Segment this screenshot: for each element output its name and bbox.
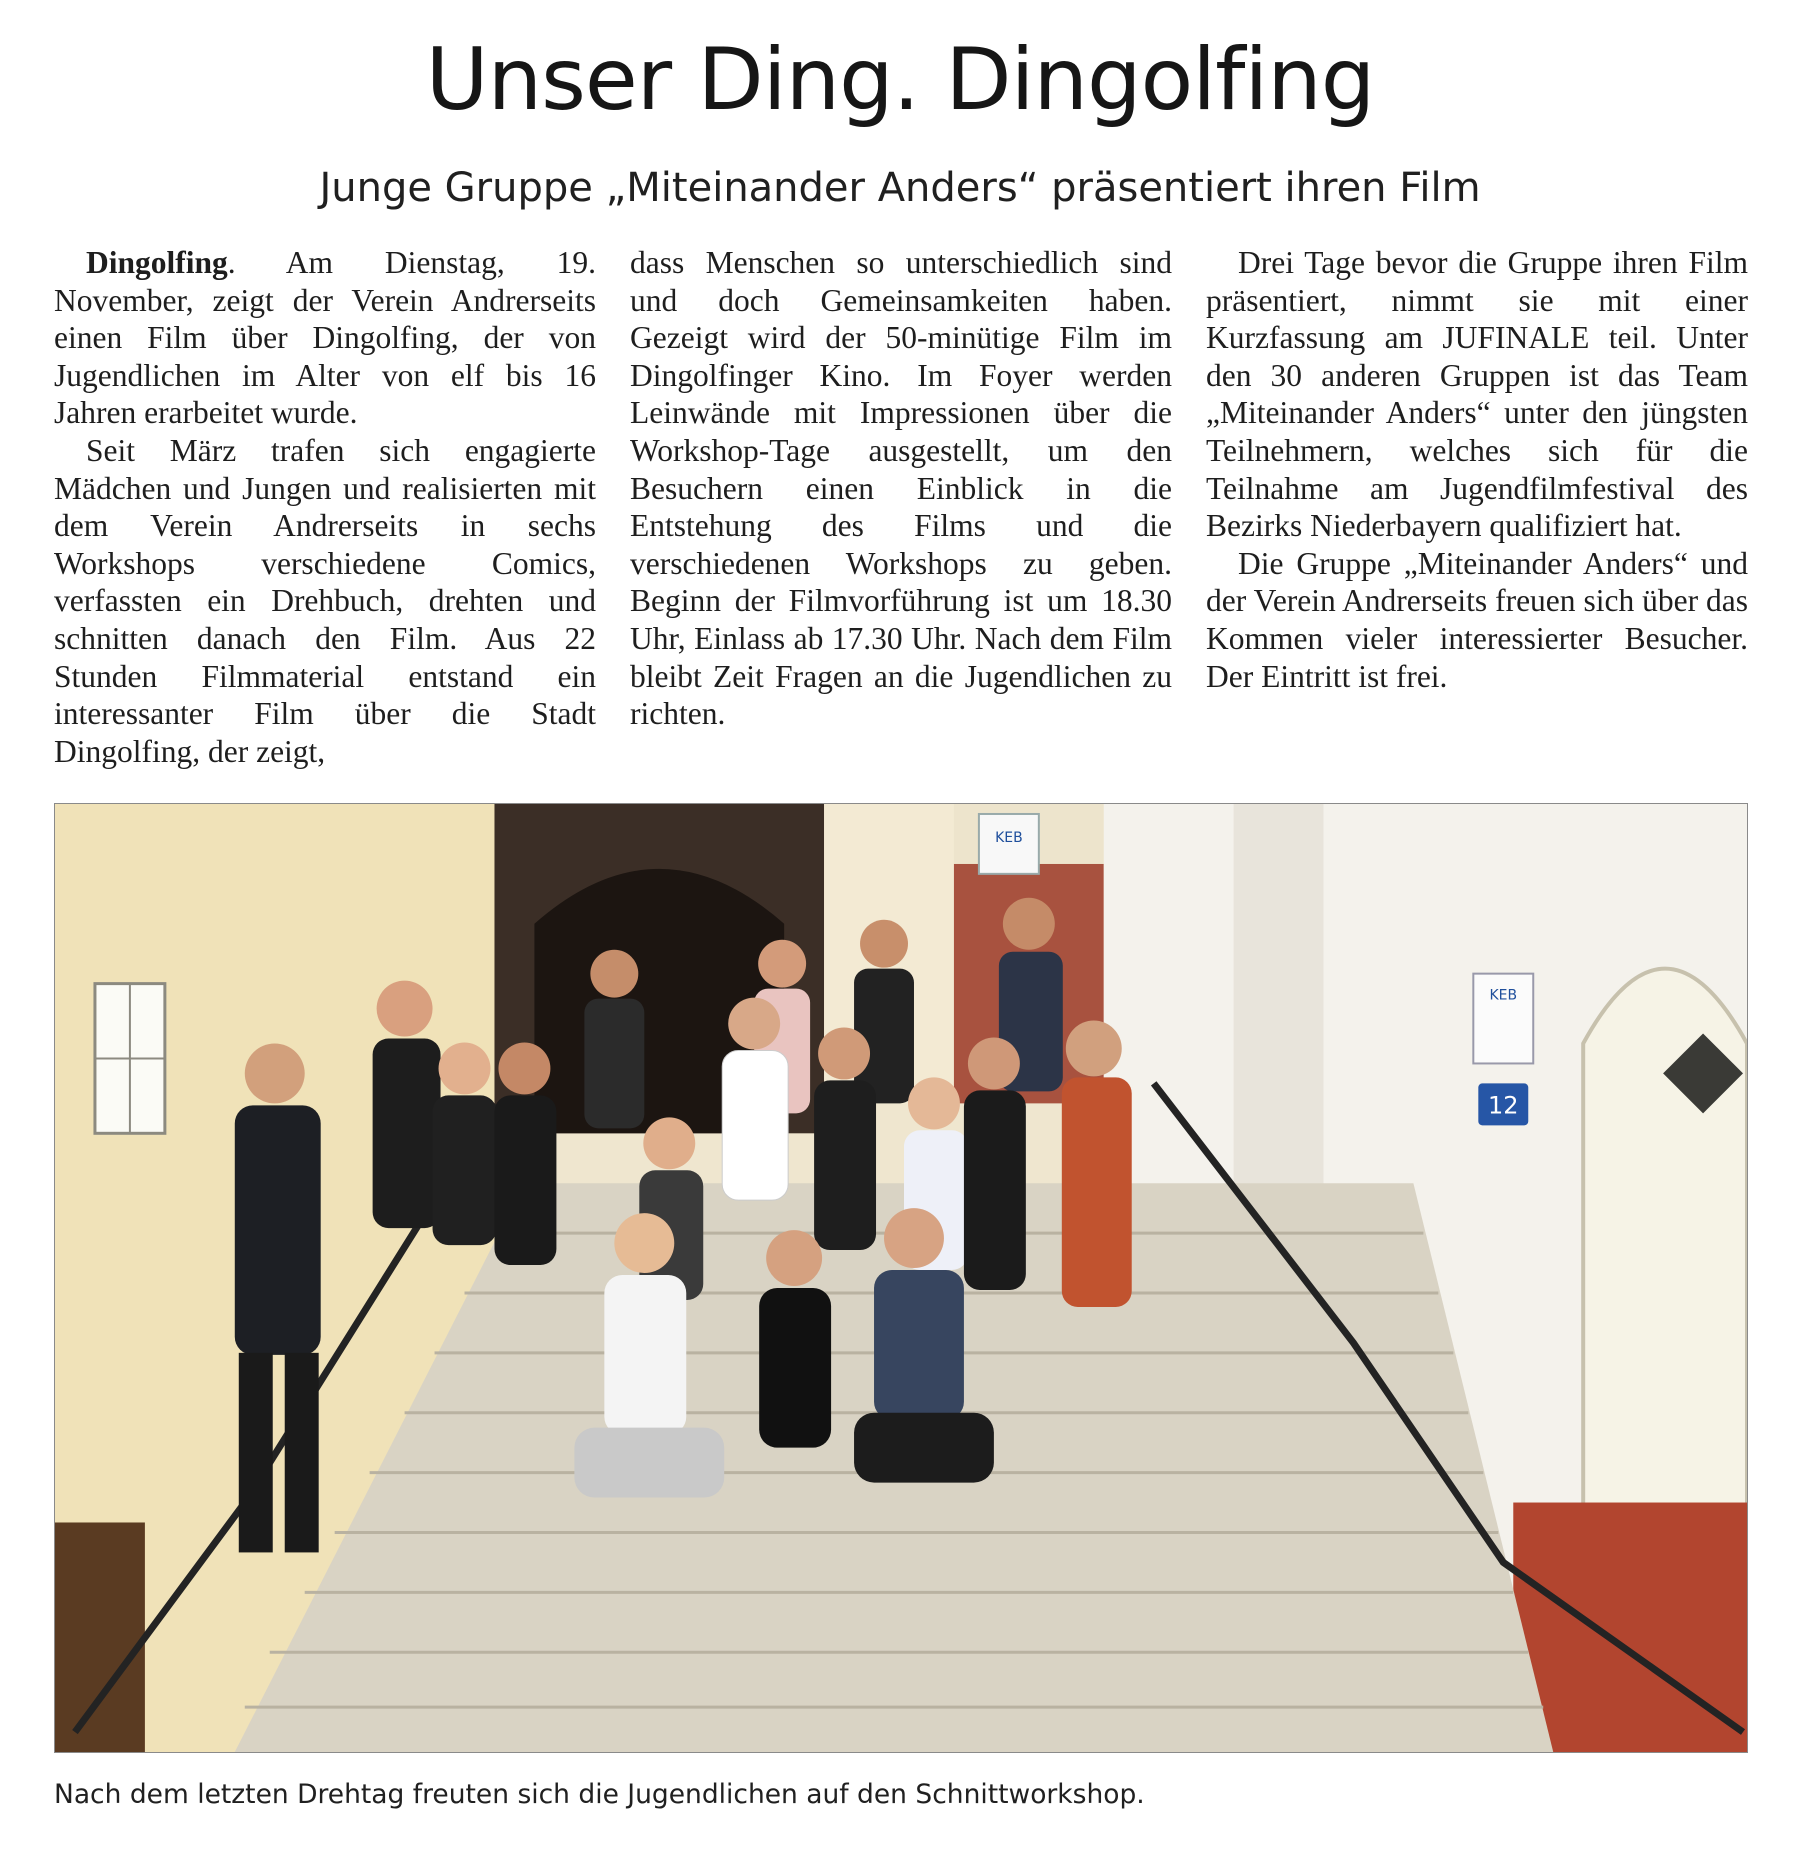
house-number: 12 [1488,1091,1519,1120]
column-3 [1206,244,1748,764]
paragraph-1 [54,244,596,432]
headline: Unser Ding. Dingolfing [425,30,1375,130]
column-2 [630,244,1172,764]
left-door [55,1522,145,1752]
paragraph-1-text: . Am Dienstag, 19. November, zeigt der Verein Andrerseits einen Film über Dingolfing, der von Jugendlichen im Alter von elf bis 16 Jahren erarbeitet wurde. [54,245,596,431]
paragraph-3: dass Menschen so unterschiedlich sind und doch Gemeinsamkeiten haben. Gezeigt wird der 50-minütige Film im Dingolfinger Kino. Im Foyer werden Leinwände mit Impressionen über die Workshop-Tage ausgestellt, um den Besuchern einen Einblick in die Entstehung des Films und die verschiedenen Workshops zu geben. Beginn der Filmvorführung ist um 18.30 Uhr, Einlass ab 17.30 Uhr. Nach dem Film bleibt Zeit Fragen an die Jugendlichen zu richten. [630,245,1172,732]
group-photo [54,803,1748,1753]
sign-right-text: KEB [1489,987,1518,1004]
paragraph-4: Drei Tage bevor die Gruppe ihren Film präsentiert, nimmt sie mit einer Kurzfassung am JUFINALE teil. Unter den 30 anderen Gruppen ist das Team „Miteinander Anders“ unter den jüngsten Teilnehmern, welches sich für die Teilnahme am Jugendfilmfestival des Bezirks Niederbayern qualifiziert hat. [1206,245,1748,544]
group-photo-illustration [55,804,1747,1752]
subheadline: Junge Gruppe „Miteinander Anders“ präsentiert ihren Film [319,165,1481,211]
article-body [54,244,1748,769]
dateline: Dingolfing [86,245,228,280]
paragraph-5: Die Gruppe „Miteinander Anders“ und der Verein Andrerseits freuen sich über das Kommen vieler interessierter Besucher. Der Eintritt ist frei. [1206,545,1748,694]
sign-top-text: KEB [995,829,1023,846]
brick-steps [1513,1503,1747,1752]
photo-caption: Nach dem letzten Drehtag freuten sich die Jugendlichen auf den Schnittworkshop. [54,1779,1145,1810]
paragraph-2: Seit März trafen sich engagierte Mädchen und Jungen und realisierten mit dem Verein Andrerseits in sechs Workshops verschiedene Comics, verfassten ein Drehbuch, drehten und schnitten danach den Film. Aus 22 Stunden Filmmaterial entstand ein interessanter Film über die Stadt Dingolfing, der zeigt, [54,432,596,769]
column-1 [54,244,596,769]
